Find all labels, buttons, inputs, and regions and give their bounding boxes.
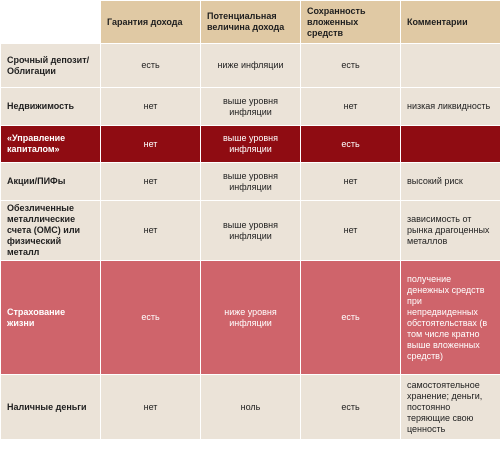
row-label: Страхование жизни	[1, 261, 101, 375]
header-capital-safety: Сохранность вложенных средств	[301, 1, 401, 44]
income-guarantee-cell: нет	[101, 201, 201, 261]
comment-cell: зависимость от рынка драгоценных металлов	[401, 201, 500, 261]
capital-safety-cell: есть	[301, 44, 401, 88]
row-label: Срочный депозит/ Облигации	[1, 44, 101, 88]
table-body	[1, 44, 500, 440]
income-guarantee-cell: нет	[101, 88, 201, 126]
capital-safety-cell: есть	[301, 126, 401, 163]
potential-income-cell: ниже инфляции	[201, 44, 301, 88]
potential-income-cell: выше уровня инфляции	[201, 126, 301, 163]
table-row	[1, 163, 500, 201]
potential-income-cell: ноль	[201, 375, 301, 440]
table-row	[1, 375, 500, 440]
row-label: Обезличенные металлические счета (ОМС) или физический металл	[1, 201, 101, 261]
row-label: Недвижимость	[1, 88, 101, 126]
comment-cell: самостоятельное хранение; деньги, постоянно теряющие свою ценность	[401, 375, 500, 440]
header-comments: Комментарии	[401, 1, 500, 44]
table-row	[1, 126, 500, 163]
potential-income-cell: выше уровня инфляции	[201, 88, 301, 126]
income-guarantee-cell: нет	[101, 163, 201, 201]
comment-cell	[401, 126, 500, 163]
row-label: «Управление капиталом»	[1, 126, 101, 163]
row-label: Наличные деньги	[1, 375, 101, 440]
potential-income-cell: выше уровня инфляции	[201, 163, 301, 201]
row-label: Акции/ПИФы	[1, 163, 101, 201]
capital-safety-cell: нет	[301, 163, 401, 201]
header-potential-income: Потенциальная величина дохода	[201, 1, 301, 44]
header-income-guarantee: Гарантия дохода	[101, 1, 201, 44]
capital-safety-cell: есть	[301, 261, 401, 375]
income-guarantee-cell: есть	[101, 44, 201, 88]
table-row	[1, 261, 500, 375]
capital-safety-cell: нет	[301, 201, 401, 261]
table-header-row	[1, 1, 500, 44]
income-guarantee-cell: есть	[101, 261, 201, 375]
capital-safety-cell: нет	[301, 88, 401, 126]
income-guarantee-cell: нет	[101, 126, 201, 163]
comment-cell: низкая ликвидность	[401, 88, 500, 126]
potential-income-cell: выше уровня инфляции	[201, 201, 301, 261]
income-guarantee-cell: нет	[101, 375, 201, 440]
comment-cell: получение денежных средств при непредвиденных обстоятельствах (в том числе кратно выше вложенных средств)	[401, 261, 500, 375]
potential-income-cell: ниже уровня инфляции	[201, 261, 301, 375]
capital-safety-cell: есть	[301, 375, 401, 440]
comment-cell: высокий риск	[401, 163, 500, 201]
comment-cell	[401, 44, 500, 88]
header-corner	[1, 1, 101, 44]
table-row	[1, 44, 500, 88]
table-row	[1, 88, 500, 126]
table-row	[1, 201, 500, 261]
